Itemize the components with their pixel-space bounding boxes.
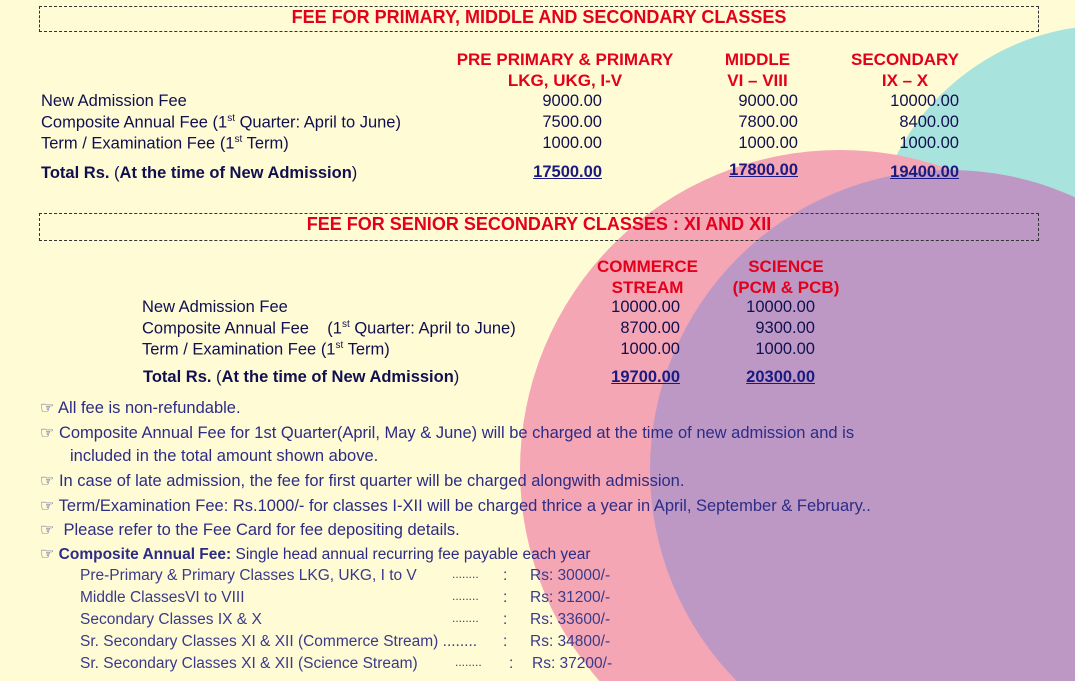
composite-item-colon: : — [503, 611, 508, 628]
fee-value: 1000.00 — [738, 134, 798, 152]
fee-value: 10000.00 — [890, 92, 959, 110]
section2-col-commerce — [585, 256, 710, 298]
note-item: ☞ Composite Annual Fee for 1st Quarter(April, May & June) will be charged at the time of new admission and is — [40, 424, 855, 442]
total-value: 17500.00 — [533, 163, 602, 181]
composite-item-amount: Rs: 33600/- — [530, 611, 611, 628]
fee-value: 9000.00 — [542, 92, 602, 110]
note-item: ☞ All fee is non-refundable. — [40, 399, 241, 417]
pointing-hand-icon: ☞ — [40, 546, 55, 563]
composite-item-colon: : — [503, 567, 508, 584]
fee-value: 10000.00 — [746, 298, 815, 316]
col-header-line1: COMMERCE — [596, 257, 699, 276]
note-item-continued: included in the total amount shown above. — [70, 447, 379, 465]
col-header-line1: MIDDLE — [724, 50, 791, 69]
col-header-line2: (PCM & PCB) — [732, 278, 840, 297]
composite-item-amount: Rs: 30000/- — [530, 567, 611, 584]
fee-value: 8700.00 — [620, 319, 680, 337]
composite-item-dots: ........ — [452, 567, 479, 581]
composite-item-label: Pre-Primary & Primary Classes LKG, UKG, I to V — [80, 567, 417, 584]
total-value: 19400.00 — [890, 163, 959, 181]
note-item: ☞ Term/Examination Fee: Rs.1000/- for classes I-XII will be charged thrice a year in April, September & February.. — [40, 497, 871, 515]
col-header-line1: SCIENCE — [748, 257, 824, 276]
fee-value: 9000.00 — [738, 92, 798, 110]
composite-item-colon: : — [503, 633, 508, 650]
col-header-line2: IX – X — [881, 71, 929, 90]
composite-item-colon: : — [503, 589, 508, 606]
section1-title: FEE FOR PRIMARY, MIDDLE AND SECONDARY CLASSES — [291, 7, 787, 27]
composite-item-amount: Rs: 31200/- — [530, 589, 611, 606]
section2-row-label: Term / Examination Fee (1st Term) — [142, 340, 390, 359]
pointing-hand-icon: ☞ — [40, 473, 55, 490]
section1-row-label: New Admission Fee — [41, 92, 187, 110]
section2-title-box — [39, 213, 1039, 241]
section2-title: FEE FOR SENIOR SECONDARY CLASSES : XI AND XII — [306, 214, 772, 234]
fee-value: 8400.00 — [899, 113, 959, 131]
section1-col-pre-primary — [430, 49, 700, 91]
composite-item-dots: ........ — [455, 655, 482, 669]
section1-row-label: Composite Annual Fee (1st Quarter: April to June) — [41, 113, 401, 132]
fee-value: 10000.00 — [611, 298, 680, 316]
fee-value: 7800.00 — [738, 113, 798, 131]
composite-item-label: Secondary Classes IX & X — [80, 611, 262, 628]
composite-item-colon: : — [509, 655, 514, 672]
fee-value: 1000.00 — [755, 340, 815, 358]
section2-row-label: Composite Annual Fee (1st Quarter: April to June) — [142, 319, 516, 338]
composite-item-label: Sr. Secondary Classes XI & XII (Science Stream) — [80, 655, 418, 672]
pointing-hand-icon: ☞ — [40, 498, 55, 515]
col-header-line2: LKG, UKG, I-V — [507, 71, 623, 90]
fee-value: 1000.00 — [620, 340, 680, 358]
col-header-line2: STREAM — [611, 278, 684, 297]
section2-col-science — [720, 256, 852, 298]
pointing-hand-icon: ☞ — [40, 522, 55, 539]
total-value: 17800.00 — [729, 161, 798, 179]
composite-item-dots: ........ — [452, 611, 479, 625]
note-item: ☞ Please refer to the Fee Card for fee depositing details. — [40, 521, 460, 539]
section1-col-middle — [700, 49, 815, 91]
section1-total-label: Total Rs. (At the time of New Admission) — [41, 164, 358, 182]
section1-title-box — [39, 6, 1039, 32]
composite-item-amount: Rs: 34800/- — [530, 633, 611, 650]
note-item: ☞ In case of late admission, the fee for first quarter will be charged alongwith admission. — [40, 472, 685, 490]
fee-value: 7500.00 — [542, 113, 602, 131]
section2-total-label: Total Rs. (At the time of New Admission) — [143, 368, 460, 386]
total-value: 20300.00 — [746, 368, 815, 386]
total-value: 19700.00 — [611, 368, 680, 386]
col-header-line1: PRE PRIMARY & PRIMARY — [456, 50, 674, 69]
fee-value: 9300.00 — [755, 319, 815, 337]
composite-item-label: Middle ClassesVI to VIII — [80, 589, 245, 606]
section2-row-label: New Admission Fee — [142, 298, 288, 316]
composite-item-label: Sr. Secondary Classes XI & XII (Commerce Stream) ........ — [80, 633, 478, 650]
col-header-line2: VI – VIII — [727, 71, 788, 90]
composite-item-dots: ........ — [452, 589, 479, 603]
pointing-hand-icon: ☞ — [40, 400, 55, 417]
col-header-line1: SECONDARY — [851, 50, 959, 69]
composite-fee-heading: ☞ Composite Annual Fee: Single head annual recurring fee payable each year — [40, 546, 591, 563]
fee-value: 1000.00 — [899, 134, 959, 152]
fee-value: 1000.00 — [542, 134, 602, 152]
composite-item-amount: Rs: 37200/- — [532, 655, 613, 672]
section1-row-label: Term / Examination Fee (1st Term) — [41, 134, 289, 153]
section1-col-secondary — [835, 49, 975, 91]
pointing-hand-icon: ☞ — [40, 425, 55, 442]
